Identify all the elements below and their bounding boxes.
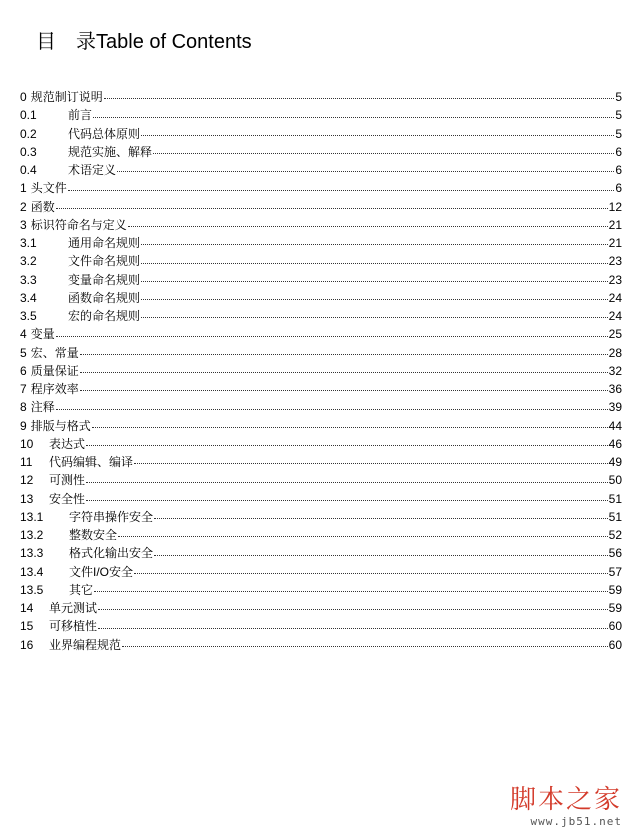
toc-entry-page: 51 bbox=[608, 491, 622, 506]
toc-entry[interactable] bbox=[20, 362, 622, 380]
toc-entry[interactable] bbox=[20, 417, 622, 435]
toc-entry-page: 36 bbox=[608, 382, 622, 396]
toc-entry-label: 术语定义 bbox=[68, 163, 117, 177]
toc-entry-label: 代码编辑、编译 bbox=[49, 455, 134, 469]
toc-dot-leader bbox=[98, 627, 608, 629]
toc-entry-number: 0.4 bbox=[20, 163, 37, 177]
toc-entry-page: 5 bbox=[615, 90, 622, 104]
toc-entry-number: 0.3 bbox=[20, 144, 37, 159]
toc-entry[interactable] bbox=[20, 599, 622, 617]
watermark-url: www.jb51.net bbox=[530, 815, 622, 828]
toc-entry-label: 单元测试 bbox=[49, 601, 98, 615]
toc-entry-label: 变量命名规则 bbox=[68, 272, 141, 287]
toc-entry-page: 52 bbox=[608, 528, 622, 542]
toc-entry-label: 代码总体原则 bbox=[68, 126, 141, 141]
toc-entry-label: 宏、常量 bbox=[30, 345, 79, 360]
toc-entry-number: 0.1 bbox=[20, 108, 37, 123]
toc-dot-leader bbox=[92, 426, 608, 428]
toc-entry-number: 4 bbox=[20, 327, 27, 342]
toc-entry-number: 3.2 bbox=[20, 254, 37, 269]
toc-entry[interactable] bbox=[20, 216, 622, 234]
toc-entry[interactable] bbox=[20, 289, 622, 307]
toc-entry-number: 13.3 bbox=[20, 546, 44, 561]
page-title: 目 录Table of Contents bbox=[36, 31, 252, 53]
toc-dot-leader bbox=[122, 645, 608, 647]
toc-entry-label: 规范实施、解释 bbox=[68, 144, 153, 159]
toc-entry[interactable] bbox=[20, 252, 622, 270]
toc-entry-page: 59 bbox=[608, 601, 622, 615]
toc-entry-page: 24 bbox=[608, 290, 622, 305]
toc-entry-number: 13.4 bbox=[20, 564, 44, 579]
toc-entry-label: 函数 bbox=[30, 199, 55, 214]
toc-entry-label: 安全性 bbox=[49, 491, 86, 506]
toc-entry[interactable] bbox=[20, 453, 622, 471]
toc-entry-page: 51 bbox=[608, 509, 622, 524]
toc-entry-number: 13.1 bbox=[20, 509, 44, 524]
toc-dot-leader bbox=[94, 590, 608, 592]
toc-entry-label: 可移植性 bbox=[49, 619, 98, 634]
toc-entry[interactable] bbox=[20, 617, 622, 635]
toc-entry-number: 1 bbox=[20, 181, 27, 196]
toc-entry[interactable] bbox=[20, 106, 622, 124]
toc-entry-label: 质量保证 bbox=[30, 363, 79, 378]
toc-entry[interactable] bbox=[20, 88, 622, 106]
toc-entry-number: 13 bbox=[20, 491, 34, 506]
toc-entry-number: 2 bbox=[20, 199, 27, 214]
toc-entry-number: 16 bbox=[20, 637, 34, 652]
toc-entry[interactable] bbox=[20, 307, 622, 325]
toc-dot-leader bbox=[117, 170, 614, 172]
toc-entry-number: 8 bbox=[20, 400, 27, 415]
toc-entry-label: 文件命名规则 bbox=[68, 254, 141, 269]
toc-entry-label: 函数命名规则 bbox=[68, 290, 141, 305]
toc-entry-label: 排版与格式 bbox=[30, 418, 91, 433]
toc-entry-page: 57 bbox=[608, 564, 622, 579]
toc-entry-page: 39 bbox=[608, 400, 622, 415]
site-watermark bbox=[510, 785, 622, 829]
toc-dot-leader bbox=[86, 499, 608, 501]
toc-dot-leader bbox=[141, 262, 608, 264]
toc-entry-page: 21 bbox=[608, 236, 622, 250]
toc-entry-label: 通用命名规则 bbox=[68, 236, 141, 250]
toc-entry-number: 3.5 bbox=[20, 309, 37, 323]
toc-entry-label: 标识符命名与定义 bbox=[30, 217, 127, 232]
toc-dot-leader bbox=[141, 316, 608, 318]
toc-entry[interactable] bbox=[20, 471, 622, 489]
toc-entry-number: 3 bbox=[20, 217, 27, 232]
toc-entry-label: 前言 bbox=[68, 108, 93, 123]
toc-entry-number: 6 bbox=[20, 363, 27, 378]
toc-dot-leader bbox=[134, 572, 608, 574]
toc-entry-page: 12 bbox=[608, 199, 622, 214]
toc-entry-number: 13.2 bbox=[20, 528, 44, 542]
toc-dot-leader bbox=[134, 462, 608, 464]
toc-entry[interactable] bbox=[20, 435, 622, 453]
toc-dot-leader bbox=[141, 280, 608, 282]
toc-entry-page: 59 bbox=[608, 582, 622, 597]
toc-entry-label: 格式化输出安全 bbox=[69, 546, 154, 561]
toc-dot-leader bbox=[153, 152, 614, 154]
toc-dot-leader bbox=[68, 189, 615, 191]
toc-dot-leader bbox=[80, 371, 608, 373]
toc-entry-number: 12 bbox=[20, 473, 34, 488]
toc-entry-page: 25 bbox=[608, 327, 622, 342]
toc-entry-label: 可测性 bbox=[49, 473, 86, 488]
toc-entry-page: 23 bbox=[608, 272, 622, 287]
toc-entry-label: 规范制订说明 bbox=[30, 90, 103, 104]
toc-entry[interactable] bbox=[20, 398, 622, 416]
toc-dot-leader bbox=[141, 134, 614, 136]
toc-dot-leader bbox=[141, 243, 608, 245]
toc-entry-number: 13.5 bbox=[20, 582, 44, 597]
toc-dot-leader bbox=[86, 481, 608, 483]
toc-entry-number: 3.4 bbox=[20, 290, 37, 305]
toc-entry-label: 业界编程规范 bbox=[49, 637, 122, 652]
toc-dot-leader bbox=[98, 608, 608, 610]
toc-dot-leader bbox=[128, 225, 608, 227]
toc-entry-label: 表达式 bbox=[49, 436, 86, 451]
toc-entry[interactable] bbox=[20, 325, 622, 343]
toc-entry-page: 50 bbox=[608, 473, 622, 488]
toc-entry-page: 5 bbox=[615, 126, 622, 141]
toc-entry[interactable] bbox=[20, 143, 622, 161]
watermark-logo-text: 脚本之家 bbox=[509, 785, 622, 815]
toc-entry-number: 11 bbox=[20, 455, 33, 469]
toc-entry[interactable] bbox=[20, 490, 622, 508]
toc-entry-number: 14 bbox=[20, 601, 34, 615]
toc-entry-label: 头文件 bbox=[30, 181, 67, 196]
toc-entry-number: 0 bbox=[20, 90, 27, 104]
toc-dot-leader bbox=[104, 97, 615, 99]
toc-entry-page: 6 bbox=[615, 144, 622, 159]
toc-entry-number: 15 bbox=[20, 619, 34, 634]
toc-entry-label: 整数安全 bbox=[69, 528, 118, 542]
toc-entry-page: 28 bbox=[608, 345, 622, 360]
toc-entry-page: 56 bbox=[608, 546, 622, 561]
toc-entry-page: 46 bbox=[608, 436, 622, 451]
toc-entry-label: 其它 bbox=[69, 582, 94, 597]
toc-entry-number: 7 bbox=[20, 382, 27, 396]
toc-entry-number: 9 bbox=[20, 418, 27, 433]
toc-dot-leader bbox=[154, 554, 608, 556]
toc-entry[interactable] bbox=[20, 271, 622, 289]
toc-dot-leader bbox=[93, 116, 614, 118]
toc-entry[interactable] bbox=[20, 234, 622, 252]
toc-entry[interactable] bbox=[20, 508, 622, 526]
toc-entry-number: 5 bbox=[20, 345, 27, 360]
toc-entry-number: 10 bbox=[20, 436, 34, 451]
toc-dot-leader bbox=[118, 535, 608, 537]
toc-entry-page: 32 bbox=[608, 363, 622, 378]
toc-dot-leader bbox=[56, 408, 608, 410]
toc-entry-page: 49 bbox=[608, 455, 622, 469]
toc-entry[interactable] bbox=[20, 198, 622, 216]
toc-dot-leader bbox=[56, 335, 608, 337]
toc-entry[interactable] bbox=[20, 161, 622, 179]
toc-entry[interactable] bbox=[20, 344, 622, 362]
toc-entry-page: 6 bbox=[615, 181, 622, 196]
toc-entry[interactable] bbox=[20, 526, 622, 544]
toc-entry-page: 5 bbox=[615, 108, 622, 123]
toc-entry-page: 23 bbox=[608, 254, 622, 269]
toc-entry[interactable] bbox=[20, 544, 622, 562]
toc-entry-page: 21 bbox=[608, 217, 622, 232]
toc-entry-label: 程序效率 bbox=[30, 382, 79, 396]
toc-entry-number: 0.2 bbox=[20, 126, 37, 141]
toc-entry-label: 注释 bbox=[30, 400, 55, 415]
toc-entry[interactable] bbox=[20, 179, 622, 197]
toc-entry[interactable] bbox=[20, 636, 622, 654]
toc-entry-page: 44 bbox=[608, 418, 622, 433]
toc-entry[interactable] bbox=[20, 581, 622, 599]
toc-entry-label: 文件I/O安全 bbox=[69, 564, 134, 579]
toc-dot-leader bbox=[80, 353, 608, 355]
toc-entry-page: 6 bbox=[615, 163, 622, 177]
toc-entry-number: 3.1 bbox=[20, 236, 37, 250]
toc-entry-number: 3.3 bbox=[20, 272, 37, 287]
toc-dot-leader bbox=[141, 298, 608, 300]
toc-entry-label: 变量 bbox=[30, 327, 55, 342]
toc-entry-page: 60 bbox=[608, 637, 622, 652]
toc-dot-leader bbox=[56, 207, 608, 209]
toc-entry-label: 字符串操作安全 bbox=[69, 509, 154, 524]
toc-entry[interactable] bbox=[20, 125, 622, 143]
toc-entry-page: 60 bbox=[608, 619, 622, 634]
toc-entry[interactable] bbox=[20, 380, 622, 398]
table-of-contents bbox=[20, 88, 622, 654]
toc-dot-leader bbox=[86, 444, 608, 446]
toc-dot-leader bbox=[80, 389, 608, 391]
toc-entry[interactable] bbox=[20, 563, 622, 581]
toc-dot-leader bbox=[154, 517, 608, 519]
toc-entry-page: 24 bbox=[608, 309, 622, 323]
toc-entry-label: 宏的命名规则 bbox=[68, 309, 141, 323]
